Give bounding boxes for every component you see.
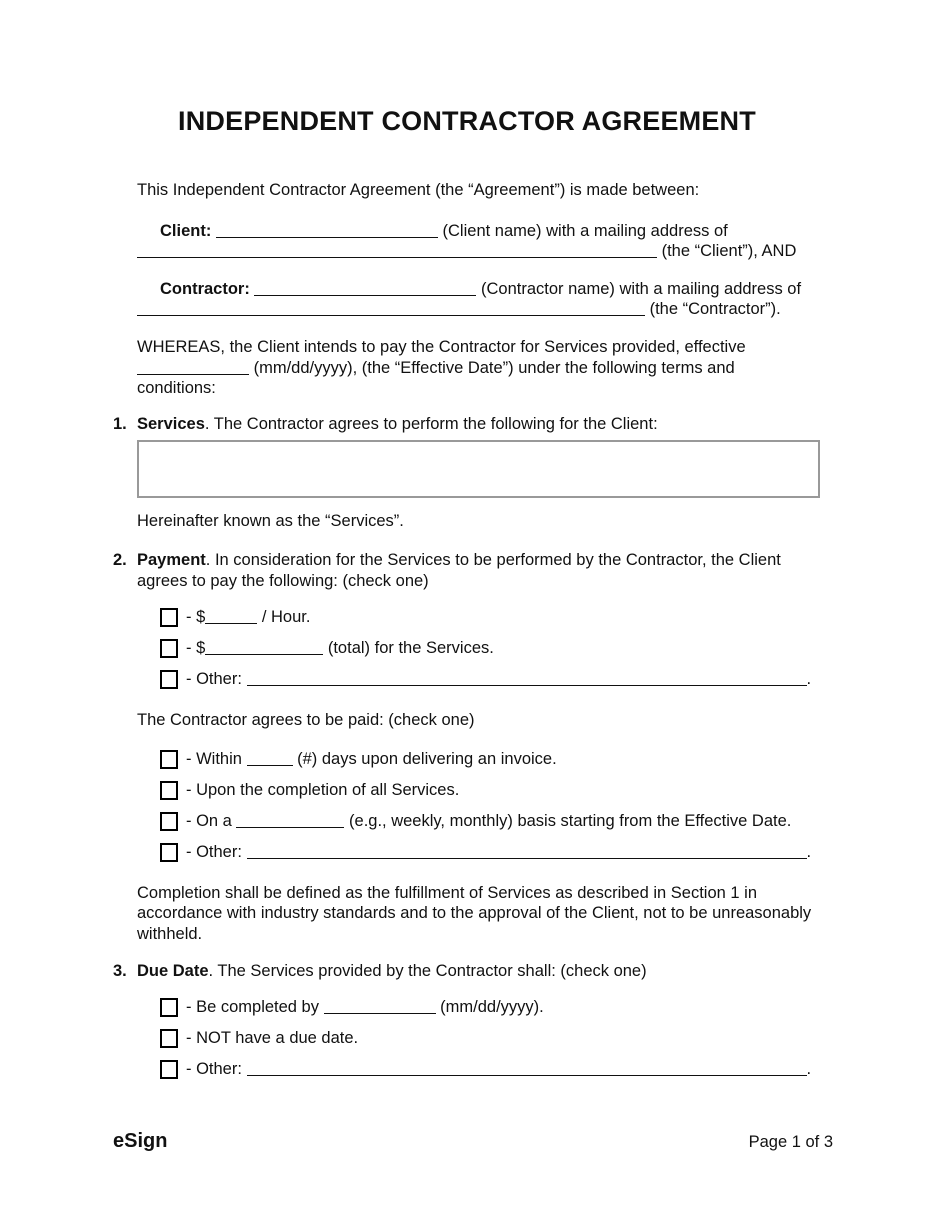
option-text: (total) for the Services. <box>323 639 494 658</box>
client-address-line <box>137 241 820 262</box>
section-1-number: 1. <box>113 414 127 433</box>
section-1-heading: Services <box>137 414 205 433</box>
client-address-suffix: (the “Client”), AND <box>657 242 797 261</box>
client-label: Client: <box>160 221 212 240</box>
completion-line-1: Completion shall be defined as the fulfillment of Services as described in Section 1 in <box>137 883 758 902</box>
payment-schedule-options <box>137 749 820 863</box>
client-name-suffix: (Client name) with a mailing address of <box>437 221 728 240</box>
schedule-option-invoice <box>160 749 820 770</box>
option-text: . <box>806 1060 812 1079</box>
document-body <box>0 180 934 1090</box>
schedule-other-checkbox[interactable] <box>160 843 178 862</box>
completion-line-3: withheld. <box>137 924 203 943</box>
schedule-option-recurring <box>160 811 820 832</box>
section-3-heading: Due Date <box>137 961 209 980</box>
due-other-checkbox[interactable] <box>160 1060 178 1079</box>
contractor-address-line <box>137 299 820 320</box>
option-text: / Hour. <box>257 608 311 627</box>
section-payment <box>113 550 820 945</box>
whereas-paragraph <box>137 337 820 399</box>
due-option-completed-by <box>160 997 820 1018</box>
payment-amount-options <box>137 607 820 690</box>
upon-completion-checkbox[interactable] <box>160 781 178 800</box>
section-3-text: . The Services provided by the Contractor shall: (check one) <box>208 961 647 980</box>
total-amount-blank-field[interactable] <box>205 642 323 655</box>
section-3-number: 3. <box>113 961 127 980</box>
payment-option-total <box>160 638 820 659</box>
option-text: - NOT have a due date. <box>186 1029 359 1048</box>
intro-paragraph: This Independent Contractor Agreement (the “Agreement”) is made between: <box>137 181 700 199</box>
option-text: - Upon the completion of all Services. <box>186 780 460 799</box>
no-due-date-checkbox[interactable] <box>160 1029 178 1048</box>
option-text: - $ <box>186 608 206 627</box>
contractor-name-blank-field[interactable] <box>254 283 476 296</box>
option-text: - Other: <box>186 1060 247 1079</box>
whereas-line-3: conditions: <box>137 379 216 398</box>
payment-option-other <box>160 669 820 690</box>
client-name-line <box>160 221 820 242</box>
section-2-text-line-2: agrees to pay the following: (check one) <box>137 571 429 590</box>
total-amount-checkbox[interactable] <box>160 639 178 658</box>
whereas-line-2 <box>137 358 820 379</box>
section-2-text-line-1: . In consideration for the Services to be performed by the Contractor, the Client <box>205 550 781 569</box>
option-text: . <box>806 842 812 861</box>
page-number: Page 1 of 3 <box>748 1133 833 1151</box>
payment-schedule-intro: The Contractor agrees to be paid: (check one) <box>137 711 475 730</box>
within-days-checkbox[interactable] <box>160 750 178 769</box>
recurring-basis-checkbox[interactable] <box>160 812 178 831</box>
client-clause <box>160 221 820 262</box>
payment-other-blank-field[interactable] <box>247 673 807 686</box>
effective-date-blank-field[interactable] <box>137 362 249 375</box>
schedule-other-blank-field[interactable] <box>247 846 807 859</box>
contractor-clause <box>160 279 820 320</box>
days-number-blank-field[interactable] <box>247 753 293 766</box>
esign-logo: eSign <box>113 1130 168 1152</box>
section-1-body <box>137 414 820 532</box>
section-1-text: . The Contractor agrees to perform the following for the Client: <box>204 414 658 433</box>
option-text: - Other: <box>186 670 247 689</box>
client-name-blank-field[interactable] <box>216 225 438 238</box>
section-1-heading-line <box>137 414 820 435</box>
section-3-body <box>137 961 820 1091</box>
client-address-blank-field[interactable] <box>137 245 657 258</box>
section-2-heading-line <box>137 550 820 571</box>
payment-other-checkbox[interactable] <box>160 670 178 689</box>
completed-by-checkbox[interactable] <box>160 998 178 1017</box>
due-date-blank-field[interactable] <box>324 1001 436 1014</box>
schedule-option-other <box>160 842 820 863</box>
section-2-number: 2. <box>113 550 127 569</box>
option-text: - $ <box>186 639 206 658</box>
services-note: Hereinafter known as the “Services”. <box>137 512 404 531</box>
section-2-body <box>137 550 820 945</box>
page-footer <box>113 1131 833 1153</box>
due-option-no-due-date <box>160 1028 820 1049</box>
frequency-blank-field[interactable] <box>236 815 344 828</box>
section-3-heading-line <box>137 961 820 982</box>
hourly-rate-blank-field[interactable] <box>205 611 257 624</box>
contractor-name-line <box>160 279 820 300</box>
hourly-rate-checkbox[interactable] <box>160 608 178 627</box>
completion-paragraph <box>137 883 820 945</box>
due-option-other <box>160 1059 820 1080</box>
section-due-date <box>113 961 820 1091</box>
contractor-name-suffix: (Contractor name) with a mailing address of <box>476 279 802 298</box>
payment-option-hourly <box>160 607 820 628</box>
option-text: - On a <box>186 811 237 830</box>
schedule-option-completion <box>160 780 820 801</box>
contractor-label: Contractor: <box>160 279 250 298</box>
section-services <box>113 414 820 532</box>
contractor-address-suffix: (the “Contractor”). <box>645 300 781 319</box>
services-description-box[interactable] <box>137 440 820 498</box>
option-text: - Other: <box>186 842 247 861</box>
contractor-address-blank-field[interactable] <box>137 303 645 316</box>
document-title: INDEPENDENT CONTRACTOR AGREEMENT <box>178 106 756 136</box>
option-text: - Within <box>186 749 247 768</box>
completion-line-2: accordance with industry standards and to the approval of the Client, not to be unreasonably <box>137 904 812 923</box>
option-text: (#) days upon delivering an invoice. <box>292 749 557 768</box>
due-other-blank-field[interactable] <box>247 1063 807 1076</box>
option-text: (e.g., weekly, monthly) basis starting from the Effective Date. <box>344 811 792 830</box>
option-text: - Be completed by <box>186 998 324 1017</box>
option-text: . <box>806 670 812 689</box>
option-text: (mm/dd/yyyy). <box>435 998 544 1017</box>
due-date-options <box>137 997 820 1080</box>
whereas-line-2-text: (mm/dd/yyyy), (the “Effective Date”) under the following terms and <box>249 358 735 377</box>
section-2-heading: Payment <box>137 550 206 569</box>
whereas-line-1: WHEREAS, the Client intends to pay the Contractor for Services provided, effective <box>137 337 746 356</box>
